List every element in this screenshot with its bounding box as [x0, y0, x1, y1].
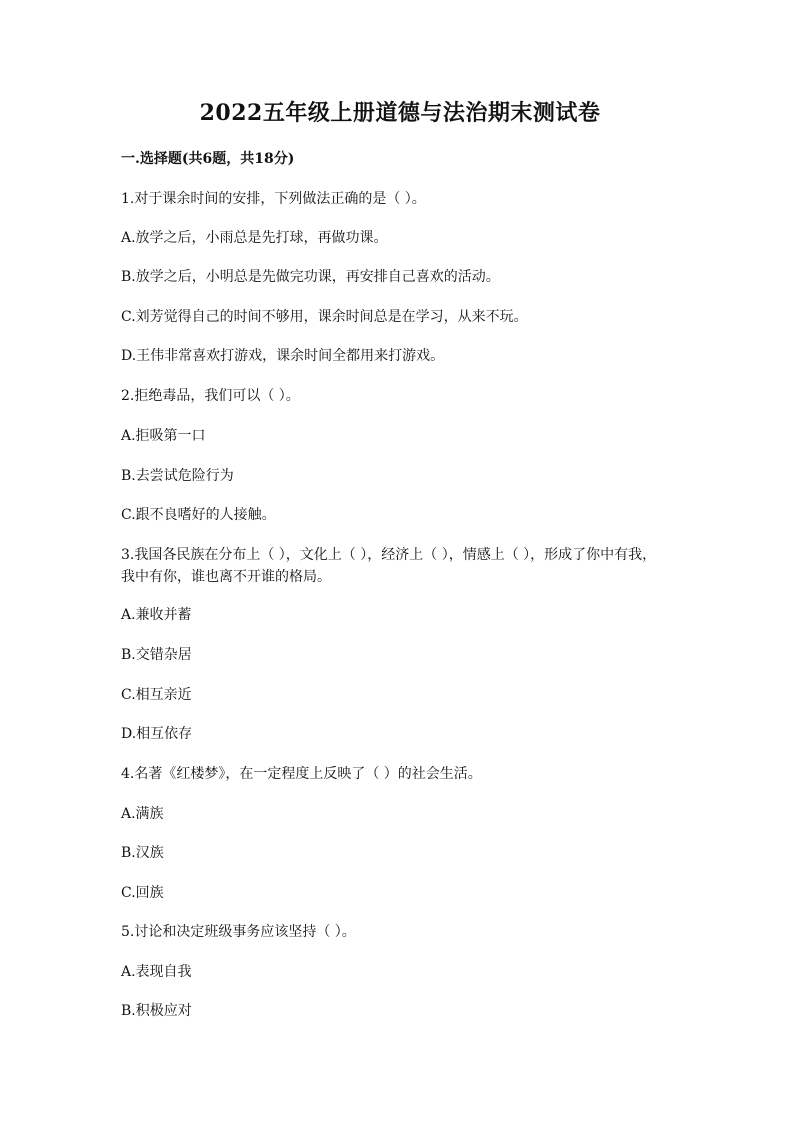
question-4-option-c: C.回族: [121, 885, 164, 901]
question-1-option-b: B.放学之后，小明总是先做完功课，再安排自己喜欢的活动。: [121, 269, 500, 285]
page-title: 2022五年级上册道德与法治期末测试卷: [199, 100, 601, 126]
question-1-option-d: D.王伟非常喜欢打游戏，课余时间全都用来打游戏。: [121, 348, 445, 364]
question-1-stem: 1.对于课余时间的安排，下列做法正确的是（ ）。: [121, 191, 426, 207]
question-5-option-a: A.表现自我: [121, 964, 192, 980]
question-2-stem: 2.拒绝毒品，我们可以（ ）。: [121, 388, 300, 404]
question-4-option-b: B.汉族: [121, 845, 164, 861]
question-2-option-a: A.拒吸第一口: [121, 428, 206, 444]
question-5-option-b: B.积极应对: [121, 1003, 192, 1019]
question-5-stem: 5.讨论和决定班级事务应该坚持（ ）。: [121, 924, 356, 940]
question-3-stem: 3.我国各民族在分布上（ ），文化上（ ），经济上（ ），情感上（ ），形成了你中有我，我中有你，谁也离不开谁的格局。: [121, 547, 657, 585]
question-4-stem: 4.名著《红楼梦》，在一定程度上反映了（ ）的社会生活。: [121, 766, 482, 782]
section-heading: 一.选择题(共6题，共18分): [121, 151, 295, 167]
question-4-option-a: A.满族: [121, 806, 164, 822]
question-3-option-a: A.兼收并蓄: [121, 607, 192, 623]
question-3-option-c: C.相互亲近: [121, 687, 192, 703]
question-2-option-c: C.跟不良嗜好的人接触。: [121, 507, 276, 523]
question-1-option-c: C.刘芳觉得自己的时间不够用，课余时间总是在学习，从来不玩。: [121, 309, 528, 325]
question-2-option-b: B.去尝试危险行为: [121, 468, 234, 484]
question-3-option-b: B.交错杂居: [121, 647, 192, 663]
question-1-option-a: A.放学之后，小雨总是先打球，再做功课。: [121, 230, 388, 246]
question-3-option-d: D.相互依存: [121, 726, 193, 742]
